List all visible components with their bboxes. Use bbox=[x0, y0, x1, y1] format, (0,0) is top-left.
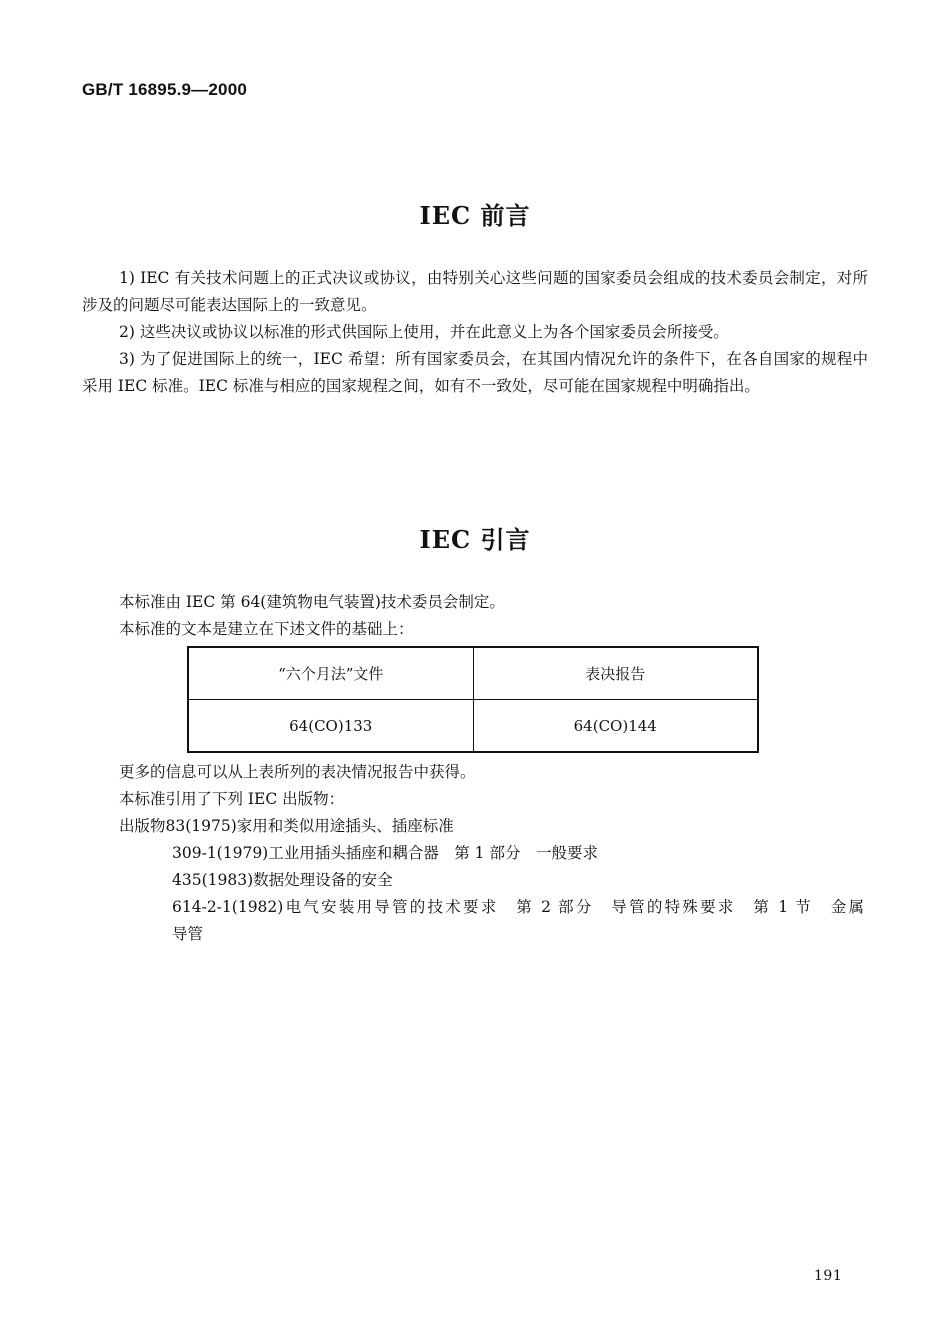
intro-line-committee: 本标准由 IEC 第 64(建筑物电气装置)技术委员会制定。 bbox=[119, 593, 505, 611]
foreword-paragraph-3: 3) 为了促进国际上的统一，IEC 希望：所有国家委员会，在其国内情况允许的条件下，在各自国家的规程中采用 IEC 标准。IEC 标准与相应的国家规程之间，如有不一致处，尽可能在国家规程中明确指出。 bbox=[82, 350, 868, 395]
table-header-cell: “六个月法”文件 bbox=[188, 647, 473, 700]
standard-number: GB/T 16895.9—2000 bbox=[82, 80, 247, 99]
table-header-cell: 表决报告 bbox=[473, 647, 758, 700]
publication-item: 309-1(1979)工业用插头插座和耦合器 第 1 部分 一般要求 bbox=[172, 844, 598, 862]
table-row bbox=[188, 700, 758, 753]
publication-item: 614-2-1(1982)电气安装用导管的技术要求 第 2 部分 导管的特殊要求 第 1 节 金属 bbox=[172, 898, 864, 916]
table-cell: 64(CO)144 bbox=[473, 700, 758, 753]
table-header-row bbox=[188, 647, 758, 700]
foreword-paragraph-2: 2) 这些决议或协议以标准的形式供国际上使用，并在此意义上为各个国家委员会所接受。 bbox=[119, 323, 729, 341]
publication-item: 出版物83(1975)家用和类似用途插头、插座标准 bbox=[119, 817, 454, 835]
documents-table bbox=[187, 646, 759, 753]
intro-line-more-info: 更多的信息可以从上表所列的表决情况报告中获得。 bbox=[119, 763, 476, 781]
table-cell: 64(CO)133 bbox=[188, 700, 473, 753]
introduction-title: IEC 引言 bbox=[419, 525, 531, 554]
intro-line-basis: 本标准的文本是建立在下述文件的基础上： bbox=[119, 620, 414, 638]
foreword-paragraph-1: 1) IEC 有关技术问题上的正式决议或协议，由特别关心这些问题的国家委员会组成的技术委员会制定，对所涉及的问题尽可能表达国际上的一致意见。 bbox=[82, 269, 868, 314]
publication-item-continued: 导管 bbox=[172, 925, 204, 943]
foreword-title: IEC 前言 bbox=[419, 201, 531, 230]
intro-line-references: 本标准引用了下列 IEC 出版物： bbox=[119, 790, 345, 808]
page-number: 191 bbox=[814, 1268, 843, 1284]
publication-item: 435(1983)数据处理设备的安全 bbox=[172, 871, 393, 889]
